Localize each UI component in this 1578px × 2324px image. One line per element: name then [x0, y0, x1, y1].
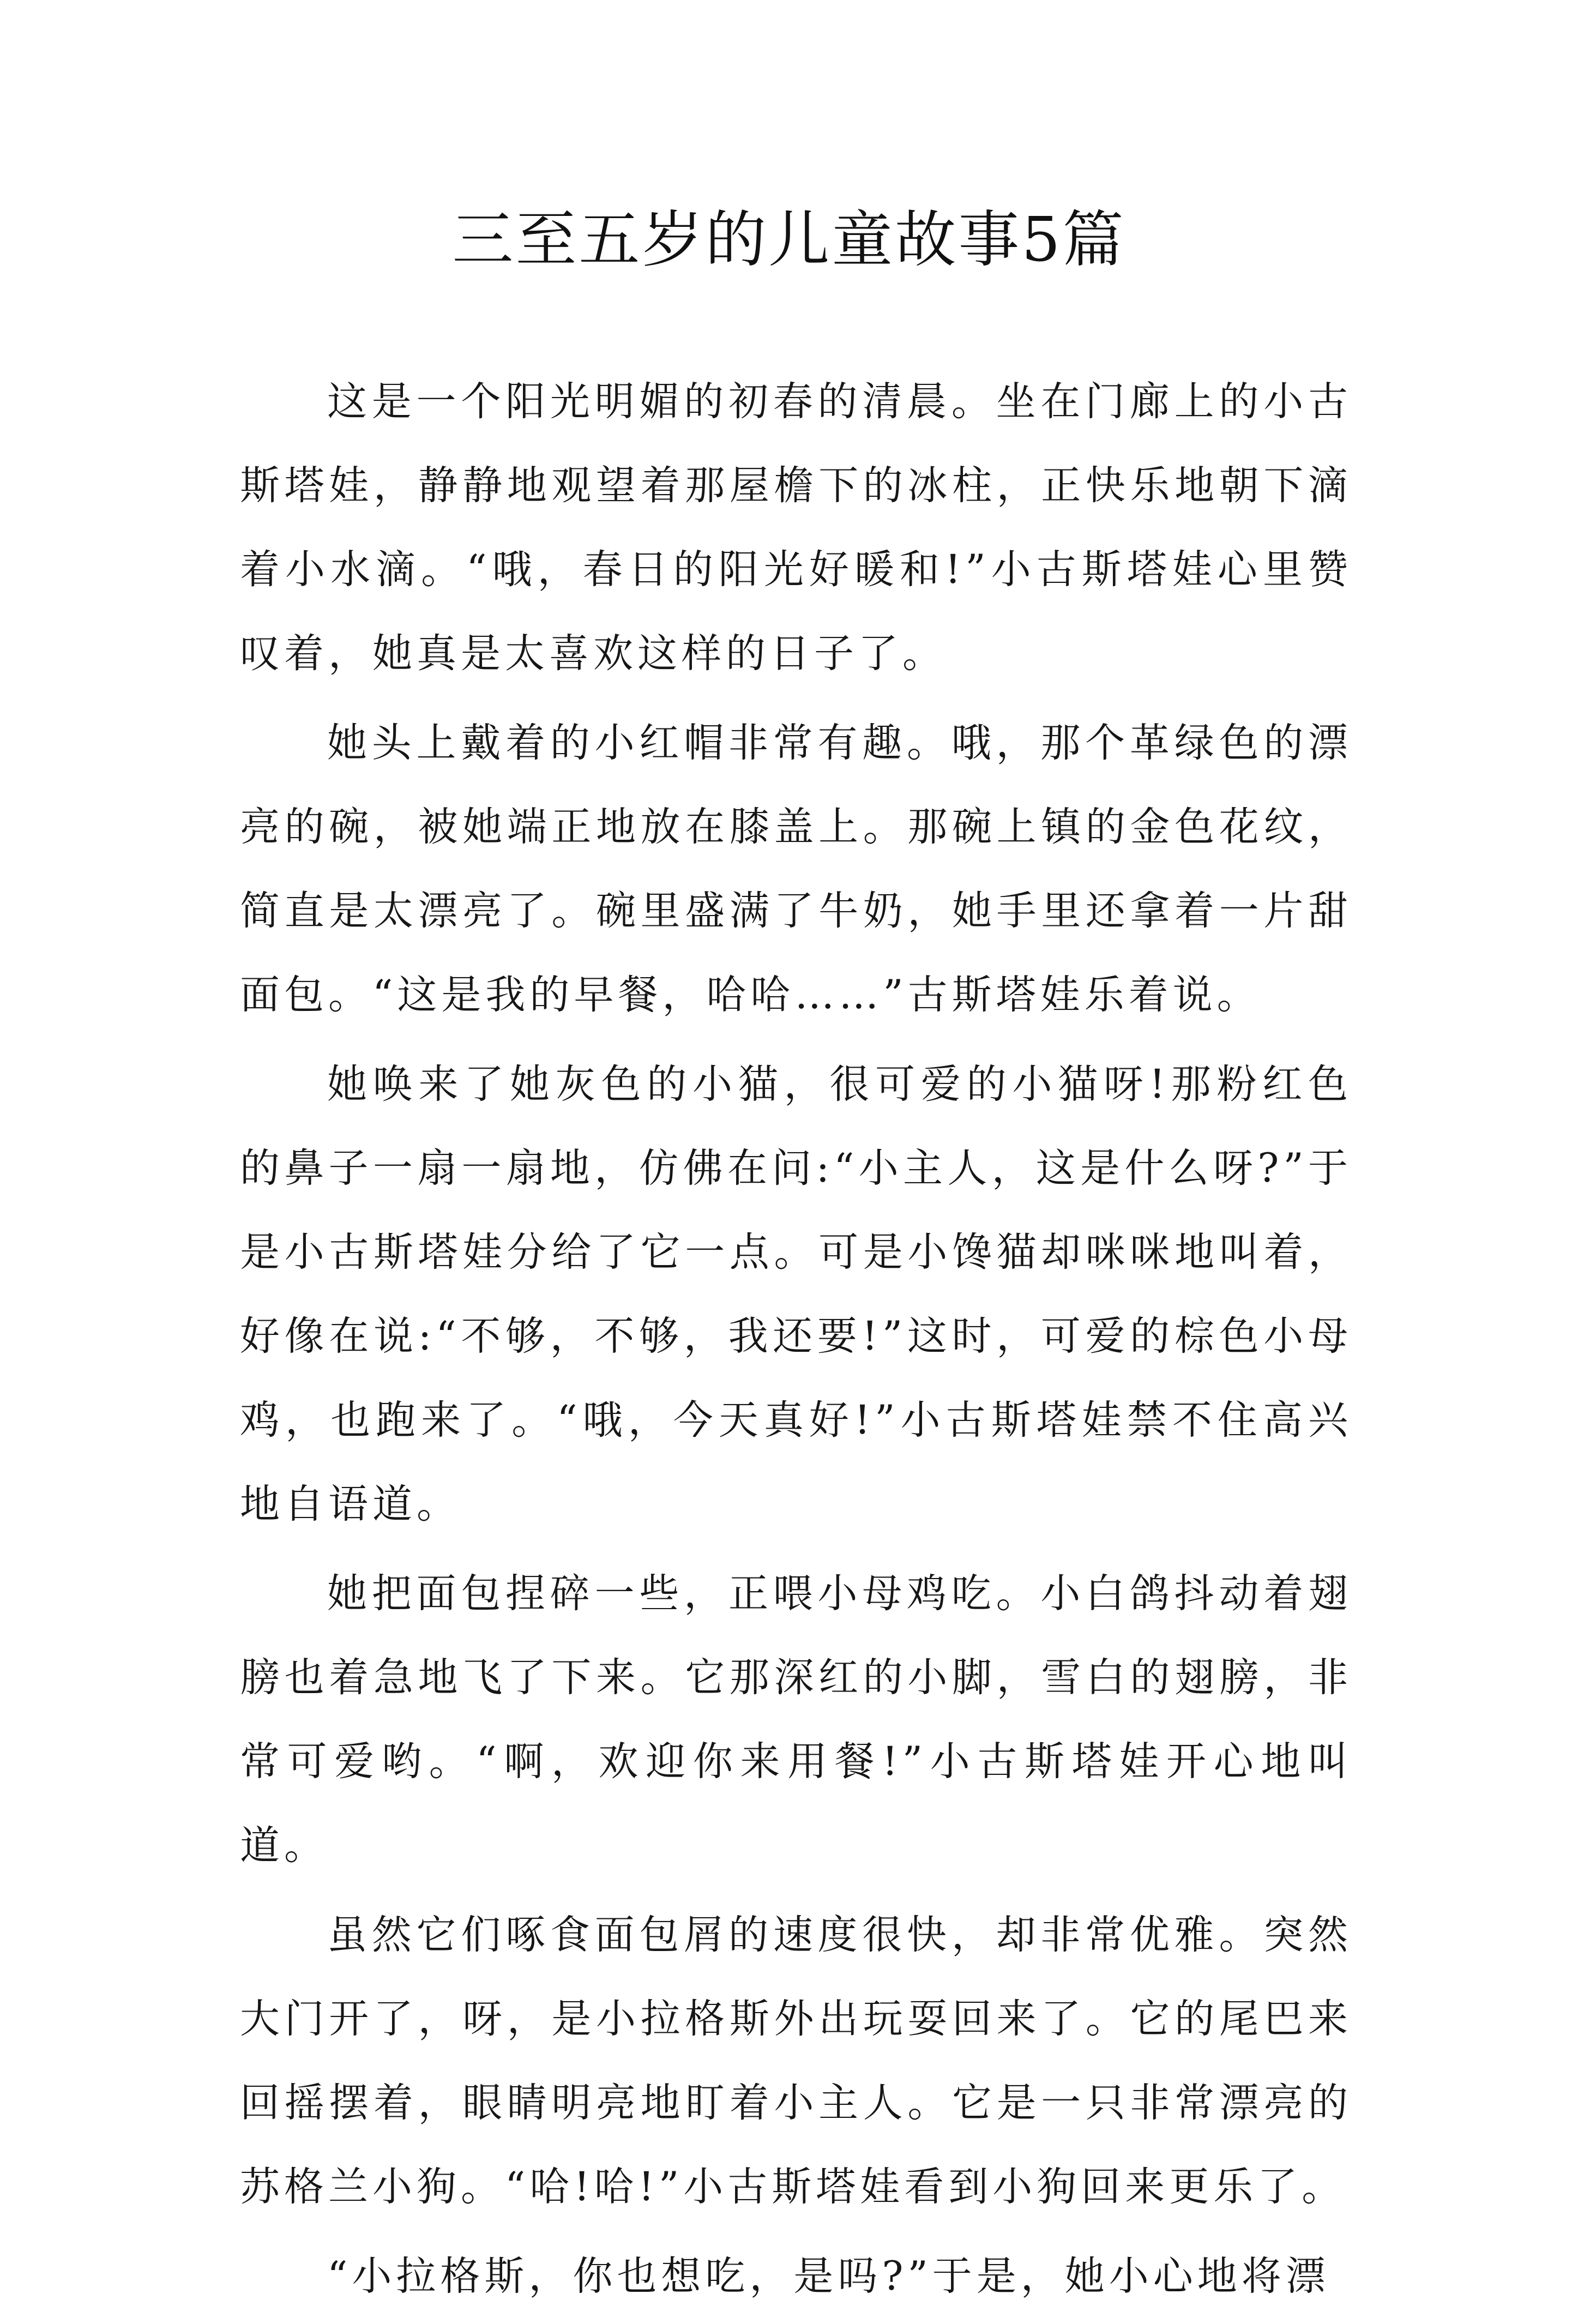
paragraph-6: “小拉格斯，你也想吃，是吗?”于是，她小心地将漂: [327, 2253, 1330, 2299]
paragraph-3: 她唤来了她灰色的小猫，很可爱的小猫呀!那粉红色的鼻子一扇一扇地，仿佛在问:“小主人，这是什么呀?”于是小古斯塔娃分给了它一点。可是小馋猫却咪咪地叫着，好像在说:“不够，不够，我还要!”这时，可爱的棕色小母鸡，也跑来了。“哦，今天真好!”小古斯塔娃禁不住高兴地自语道。: [240, 1061, 1352, 1527]
paragraph-4: 她把面包捏碎一些，正喂小母鸡吃。小白鸽抖动着翅膀也着急地飞了下来。它那深红的小脚，雪白的翅膀，非常可爱哟。“啊，欢迎你来用餐!”小古斯塔娃开心地叫道。: [240, 1570, 1352, 1869]
page-title: 三至五岁的儿童故事5篇: [452, 204, 1126, 275]
story-body: [240, 360, 1352, 2324]
paragraph-2: 她头上戴着的小红帽非常有趣。哦，那个革绿色的漂亮的碗，被她端正地放在膝盖上。那碗上镇的金色花纹，简直是太漂亮了。碗里盛满了牛奶，她手里还拿着一片甜面包。“这是我的早餐，哈哈……”古斯塔娃乐着说。: [240, 720, 1352, 1018]
paragraph-1: 这是一个阳光明媚的初春的清晨。坐在门廊上的小古斯塔娃，静静地观望着那屋檐下的冰柱，正快乐地朝下滴着小水滴。“哦，春日的阳光好暖和!”小古斯塔娃心里赞叹着，她真是太喜欢这样的日子了。: [240, 378, 1352, 677]
paragraph-5: 虽然它们啄食面包屑的速度很快，却非常优雅。突然大门开了，呀，是小拉格斯外出玩耍回来了。它的尾巴来回摇摆着，眼睛明亮地盯着小主人。它是一只非常漂亮的苏格兰小狗。“哈!哈!”小古斯塔娃看到小狗回来更乐了。: [240, 1912, 1352, 2210]
